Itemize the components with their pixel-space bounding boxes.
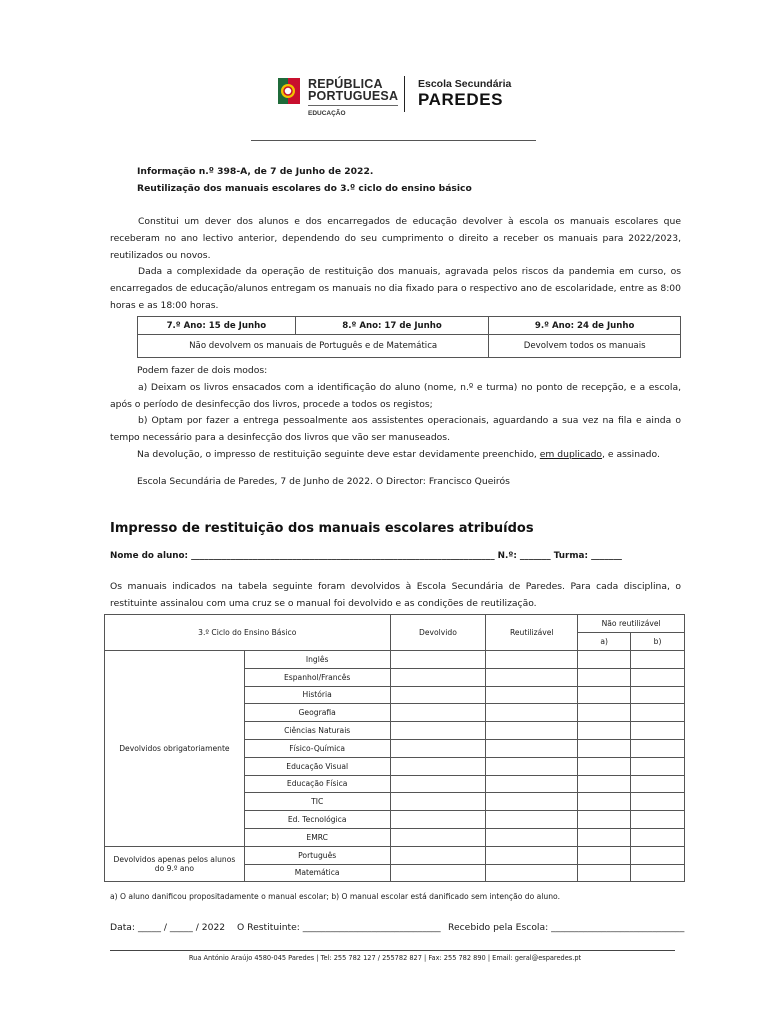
checkbox-cell-b[interactable] bbox=[631, 793, 685, 811]
checkbox-cell-b[interactable] bbox=[631, 722, 685, 740]
checkbox-cell-reutilizavel[interactable] bbox=[486, 668, 578, 686]
table-row bbox=[105, 651, 685, 669]
subject-cell: Ciências Naturais bbox=[244, 722, 390, 740]
checkbox-cell-reutilizavel[interactable] bbox=[486, 846, 578, 864]
checkbox-cell-devolvido[interactable] bbox=[390, 704, 486, 722]
col-nao-reutilizavel: Não reutilizável bbox=[578, 615, 685, 633]
checkbox-cell-devolvido[interactable] bbox=[390, 686, 486, 704]
cell-7-8-ano: Não devolvem os manuais de Português e de Matemática bbox=[138, 335, 489, 358]
checkbox-cell-b[interactable] bbox=[631, 686, 685, 704]
checkbox-cell-b[interactable] bbox=[631, 668, 685, 686]
checkbox-cell-b[interactable] bbox=[631, 811, 685, 829]
form-intro: Os manuais indicados na tabela seguinte foram devolvidos à Escola Secundária de Paredes. Para cada disciplina, o restituinte assinalou com uma cruz se o manual foi devolvido e as condições de reutilização. bbox=[110, 581, 681, 609]
restituinte-field[interactable]: O Restituinte: ______________________________ bbox=[237, 922, 441, 933]
checkbox-cell-a[interactable] bbox=[578, 864, 631, 882]
subject-cell: Ed. Tecnológica bbox=[244, 811, 390, 829]
modes-intro: Podem fazer de dois modos: bbox=[137, 365, 268, 376]
info-number: Informação n.º 398-A, de 7 de Junho de 2022. bbox=[137, 166, 374, 177]
checkbox-cell-a[interactable] bbox=[578, 828, 631, 846]
subject-cell: EMRC bbox=[244, 828, 390, 846]
subject-cell: Matemática bbox=[244, 864, 390, 882]
subject-cell: História bbox=[244, 686, 390, 704]
table-legend: a) O aluno danificou propositadamente o manual escolar; b) O manual escolar está danificado sem intenção do aluno. bbox=[110, 892, 560, 901]
checkbox-cell-devolvido[interactable] bbox=[390, 757, 486, 775]
subject-cell: Educação Visual bbox=[244, 757, 390, 775]
checkbox-cell-b[interactable] bbox=[631, 846, 685, 864]
checkbox-cell-a[interactable] bbox=[578, 704, 631, 722]
checkbox-cell-a[interactable] bbox=[578, 722, 631, 740]
manuals-table bbox=[104, 614, 685, 882]
checkbox-cell-reutilizavel[interactable] bbox=[486, 686, 578, 704]
header-7-ano: 7.º Ano: 15 de Junho bbox=[138, 317, 296, 335]
checkbox-cell-devolvido[interactable] bbox=[390, 811, 486, 829]
paragraph-2: Dada a complexidade da operação de restituição dos manuais, agravada pelos riscos da pandemia em curso, os encarregados de educação/alunos entregam os manuais no dia fixado para o respectivo ano de escolaridade, entre as 8:00 horas e as 18:00 horas. bbox=[110, 266, 681, 311]
checkbox-cell-b[interactable] bbox=[631, 739, 685, 757]
subject-cell: Geografia bbox=[244, 704, 390, 722]
checkbox-cell-devolvido[interactable] bbox=[390, 722, 486, 740]
checkbox-cell-reutilizavel[interactable] bbox=[486, 811, 578, 829]
checkbox-cell-devolvido[interactable] bbox=[390, 651, 486, 669]
letterhead bbox=[278, 72, 518, 122]
escola-label: Escola Secundária bbox=[418, 78, 512, 90]
educacao-label: EDUCAÇÃO bbox=[308, 110, 346, 117]
checkbox-cell-reutilizavel[interactable] bbox=[486, 775, 578, 793]
checkbox-cell-devolvido[interactable] bbox=[390, 775, 486, 793]
subject-cell: Espanhol/Francês bbox=[244, 668, 390, 686]
checkbox-cell-reutilizavel[interactable] bbox=[486, 739, 578, 757]
checkbox-cell-devolvido[interactable] bbox=[390, 668, 486, 686]
header-rule bbox=[251, 140, 536, 141]
header-8-ano: 8.º Ano: 17 de Junho bbox=[295, 317, 489, 335]
checkbox-cell-a[interactable] bbox=[578, 686, 631, 704]
col-b: b) bbox=[631, 633, 685, 651]
checkbox-cell-b[interactable] bbox=[631, 704, 685, 722]
subject-cell: Físico-Química bbox=[244, 739, 390, 757]
paragraph-1: Constitui um dever dos alunos e dos encarregados de educação devolver à escola os manuais escolares que receberam no ano lectivo anterior, dependendo do seu cumprimento o direito a receber os manuais para 2022/2023, reutilizados ou novos. bbox=[110, 216, 681, 261]
mode-a: a) Deixam os livros ensacados com a identificação do aluno (nome, n.º e turma) no ponto de recepção, e a escola, após o período de desinfecção dos livros, procede a todos os registos; bbox=[110, 382, 681, 410]
subject-cell: Educação Física bbox=[244, 775, 390, 793]
student-name-field[interactable]: Nome do aluno: _____________________________________________________________________ N.º: _______ Turma: _______ bbox=[110, 551, 622, 561]
checkbox-cell-b[interactable] bbox=[631, 651, 685, 669]
checkbox-cell-reutilizavel[interactable] bbox=[486, 828, 578, 846]
subject-cell: TIC bbox=[244, 793, 390, 811]
cell-9-ano: Devolvem todos os manuais bbox=[489, 335, 681, 358]
subject-cell: Português bbox=[244, 846, 390, 864]
checkbox-cell-a[interactable] bbox=[578, 846, 631, 864]
checkbox-cell-reutilizavel[interactable] bbox=[486, 864, 578, 882]
checkbox-cell-a[interactable] bbox=[578, 668, 631, 686]
checkbox-cell-a[interactable] bbox=[578, 739, 631, 757]
checkbox-cell-b[interactable] bbox=[631, 775, 685, 793]
info-subject: Reutilização dos manuais escolares do 3.º ciclo do ensino básico bbox=[137, 183, 472, 194]
devolucao-note: Na devolução, o impresso de restituição seguinte deve estar devidamente preenchido, em duplicado, e assinado. bbox=[137, 449, 660, 460]
checkbox-cell-devolvido[interactable] bbox=[390, 828, 486, 846]
col-devolvido: Devolvido bbox=[390, 615, 486, 651]
checkbox-cell-reutilizavel[interactable] bbox=[486, 793, 578, 811]
group-9-ano: Devolvidos apenas pelos alunos do 9.º ano bbox=[105, 846, 245, 882]
header-9-ano: 9.º Ano: 24 de Junho bbox=[489, 317, 681, 335]
checkbox-cell-a[interactable] bbox=[578, 757, 631, 775]
mode-b: b) Optam por fazer a entrega pessoalmente aos assistentes operacionais, aguardando a sua vez na fila e ainda o tempo necessário para a desinfecção dos livros que vão ser manuseados. bbox=[110, 415, 681, 443]
signature-line: Escola Secundária de Paredes, 7 de Junho de 2022. O Director: Francisco Queirós bbox=[137, 476, 510, 487]
republica-portuguesa-emblem-icon bbox=[278, 76, 302, 106]
logo-divider bbox=[404, 76, 405, 112]
group-obrigatorios: Devolvidos obrigatoriamente bbox=[105, 651, 245, 847]
checkbox-cell-reutilizavel[interactable] bbox=[486, 757, 578, 775]
checkbox-cell-b[interactable] bbox=[631, 757, 685, 775]
col-reutilizavel: Reutilizável bbox=[486, 615, 578, 651]
form-title: Impresso de restituição dos manuais escolares atribuídos bbox=[110, 521, 534, 536]
checkbox-cell-reutilizavel[interactable] bbox=[486, 704, 578, 722]
checkbox-cell-devolvido[interactable] bbox=[390, 846, 486, 864]
checkbox-cell-reutilizavel[interactable] bbox=[486, 651, 578, 669]
recebido-field[interactable]: Recebido pela Escola: _____________________________ bbox=[448, 922, 685, 933]
col-ciclo: 3.º Ciclo do Ensino Básico bbox=[105, 615, 391, 651]
subject-cell: Inglês bbox=[244, 651, 390, 669]
col-a: a) bbox=[578, 633, 631, 651]
delivery-dates-table bbox=[137, 316, 681, 358]
checkbox-cell-b[interactable] bbox=[631, 828, 685, 846]
footer-contacts: Rua António Araújo 4580-045 Paredes | Tel: 255 782 127 / 255782 827 | Fax: 255 782 890 | Email: geral@esparedes.pt bbox=[188, 954, 582, 962]
checkbox-cell-b[interactable] bbox=[631, 864, 685, 882]
checkbox-cell-a[interactable] bbox=[578, 793, 631, 811]
checkbox-cell-a[interactable] bbox=[578, 775, 631, 793]
checkbox-cell-devolvido[interactable] bbox=[390, 793, 486, 811]
checkbox-cell-devolvido[interactable] bbox=[390, 739, 486, 757]
table-row bbox=[105, 846, 685, 864]
checkbox-cell-a[interactable] bbox=[578, 811, 631, 829]
date-field[interactable]: Data: _____ / _____ / 2022 bbox=[110, 922, 226, 933]
checkbox-cell-reutilizavel[interactable] bbox=[486, 722, 578, 740]
checkbox-cell-a[interactable] bbox=[578, 651, 631, 669]
republica-portuguesa-wordmark: REPÚBLICA PORTUGUESA bbox=[308, 77, 399, 103]
checkbox-cell-devolvido[interactable] bbox=[390, 864, 486, 882]
paredes-label: PAREDES bbox=[418, 90, 504, 109]
footer-rule bbox=[110, 950, 675, 951]
